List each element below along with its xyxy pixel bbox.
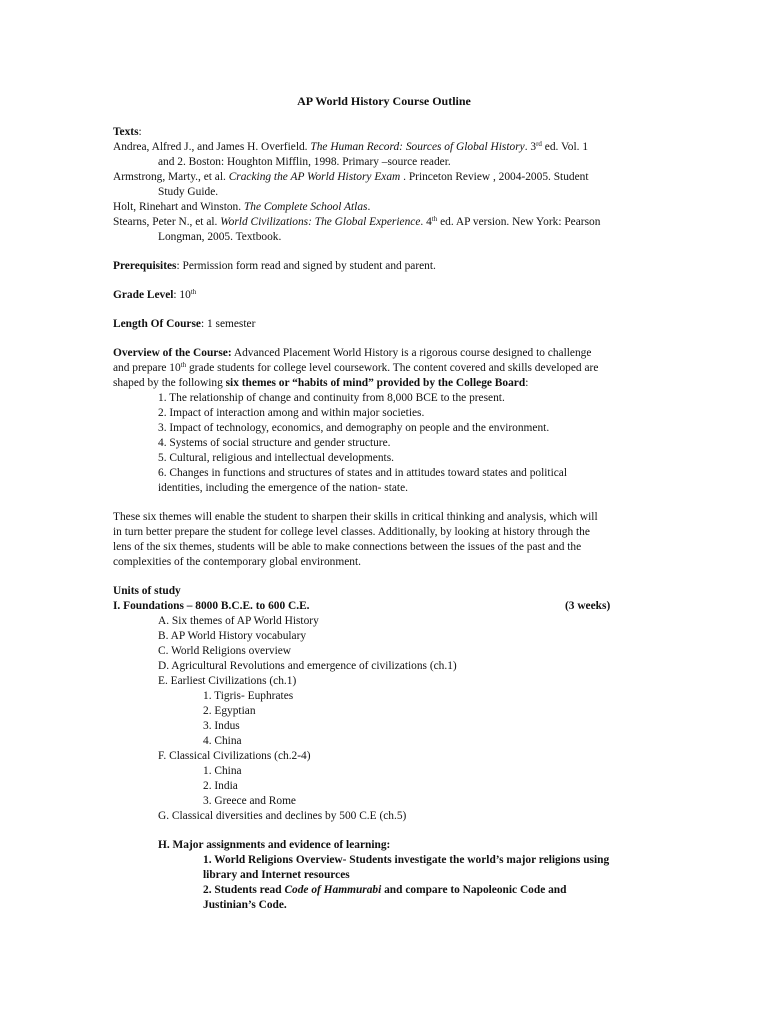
unit-subitem: 1. China (203, 765, 242, 777)
overview-line-3 (113, 376, 653, 391)
citation-andrea (113, 140, 653, 155)
unit-item: B. AP World History vocabulary (158, 630, 307, 642)
overview-text: and prepare 10 (113, 362, 181, 374)
overview-label: Overview of the Course: (113, 347, 232, 359)
units-heading (113, 584, 653, 599)
citation-text: . Princeton Review , 2004-2005. Student (400, 171, 589, 183)
assignment-text: 2. Students read (203, 884, 285, 896)
superscript: th (180, 361, 187, 369)
assignment-text: 1. World Religions Overview- Students investigate the world’s major religions using (203, 854, 610, 866)
citation-text: . 4 (420, 216, 432, 228)
unit-subitem: 4. China (203, 735, 242, 747)
superscript: th (431, 215, 438, 223)
overview-text: : (525, 377, 529, 389)
unit-subitem: 1. Tigris- Euphrates (203, 690, 294, 702)
citation-holt (113, 200, 653, 215)
unit-item: D. Agricultural Revolutions and emergence of civilizations (ch.1) (158, 660, 457, 672)
prerequisites-label: Prerequisites (113, 260, 177, 272)
texts-heading: Texts: (113, 126, 142, 138)
paragraph-line: These six themes will enable the student to sharpen their skills in critical thinking and analysis, which will (113, 511, 598, 523)
unit-subitem: 3. Greece and Rome (203, 795, 296, 807)
overview-text: shaped by the following (113, 377, 226, 389)
citation-title: The Complete School Atlas (243, 201, 368, 213)
course-length (113, 317, 653, 332)
overview-line-1 (113, 346, 653, 361)
course-length-label: Length Of Course (113, 318, 201, 330)
assignments-title: H. Major assignments and evidence of learning: (158, 839, 391, 851)
theme-item: 3. Impact of technology, economics, and demography on people and the environment. (158, 422, 550, 434)
paragraph-line: in turn better prepare the student for college level classes. Additionally, by looking at history through the (113, 526, 590, 538)
theme-item: 5. Cultural, religious and intellectual developments. (158, 452, 394, 464)
unit-subitem: 2. India (203, 780, 238, 792)
citation-text: Andrea, Alfred J., and James H. Overfield. (113, 141, 311, 153)
unit-item: E. Earliest Civilizations (ch.1) (158, 675, 297, 687)
assignment-title: Code of Hammurabi (284, 884, 382, 896)
superscript: th (190, 288, 197, 296)
citation-armstrong-cont: Study Guide. (158, 186, 219, 198)
assignments-heading (113, 838, 653, 853)
document-body (113, 125, 653, 913)
overview-line-2 (113, 361, 653, 376)
overview-text: Advanced Placement World History is a rigorous course designed to challenge (231, 347, 592, 359)
unit-1-heading (113, 599, 653, 614)
unit-item: F. Classical Civilizations (ch.2-4) (158, 750, 311, 762)
assignment-item-cont (113, 868, 653, 883)
unit-subitem: 3. Indus (203, 720, 240, 732)
course-length-value: : 1 semester (200, 318, 256, 330)
theme-item: 6. Changes in functions and structures of states and in attitudes toward states and political (158, 467, 568, 479)
paragraph-line: lens of the six themes, students will be able to make connections between the issues of the past and the (113, 541, 582, 553)
citation-armstrong (113, 170, 653, 185)
paragraph-line: complexities of the contemporary global environment. (113, 556, 361, 568)
citation-title: World Civilizations: The Global Experience (220, 216, 421, 228)
assignment-text: Justinian’s Code. (203, 899, 287, 911)
unit-item: C. World Religions overview (158, 645, 292, 657)
citation-text: Armstrong, Marty., et al. (113, 171, 229, 183)
theme-item: 2. Impact of interaction among and within major societies. (158, 407, 425, 419)
citation-stearns (113, 215, 653, 230)
citation-text: . 3 (524, 141, 537, 153)
theme-item: 4. Systems of social structure and gender structure. (158, 437, 391, 449)
prerequisites (113, 259, 653, 274)
citation-stearns-cont: Longman, 2005. Textbook. (158, 231, 282, 243)
citation-text: ed. Vol. 1 (541, 141, 589, 153)
citation-andrea-cont: and 2. Boston: Houghton Mifflin, 1998. Primary –source reader. (158, 156, 451, 168)
assignment-item (113, 853, 653, 868)
citation-text: Stearns, Peter N., et al. (113, 216, 221, 228)
assignment-text: and compare to Napoleonic Code and (381, 884, 567, 896)
unit-item: G. Classical diversities and declines by 500 C.E (ch.5) (158, 810, 407, 822)
prerequisites-value: : Permission form read and signed by student and parent. (176, 260, 436, 272)
units-label: Units of study (113, 585, 181, 597)
citation-title: The Human Record: Sources of Global History (310, 141, 525, 153)
grade-level (113, 288, 653, 303)
citation-text: . (367, 201, 371, 213)
overview-emphasis: six themes or “habits of mind” provided by the College Board (225, 377, 526, 389)
unit-subitem: 2. Egyptian (203, 705, 256, 717)
citation-title: Cracking the AP World History Exam (228, 171, 401, 183)
superscript: rd (536, 140, 542, 148)
assignment-item (113, 883, 653, 898)
theme-item: 1. The relationship of change and continuity from 8,000 BCE to the present. (158, 392, 505, 404)
page-title: AP World History Course Outline (297, 94, 471, 108)
citation-text: Holt, Rinehart and Winston. (113, 201, 244, 213)
grade-level-label: Grade Level (113, 289, 174, 301)
assignment-text: library and Internet resources (203, 869, 350, 881)
overview-text: grade students for college level coursework. The content covered and skills developed are (186, 362, 599, 374)
texts-label: Texts (113, 126, 139, 138)
grade-level-value: : 10 (173, 289, 191, 301)
unit-1-duration: (3 weeks) (565, 600, 611, 612)
unit-item: A. Six themes of AP World History (158, 615, 319, 627)
unit-1-title: I. Foundations – 8000 B.C.E. to 600 C.E. (113, 600, 310, 612)
assignment-item-cont (113, 898, 653, 913)
theme-item-cont: identities, including the emergence of the nation- state. (158, 482, 408, 494)
citation-text: ed. AP version. New York: Pearson (437, 216, 601, 228)
